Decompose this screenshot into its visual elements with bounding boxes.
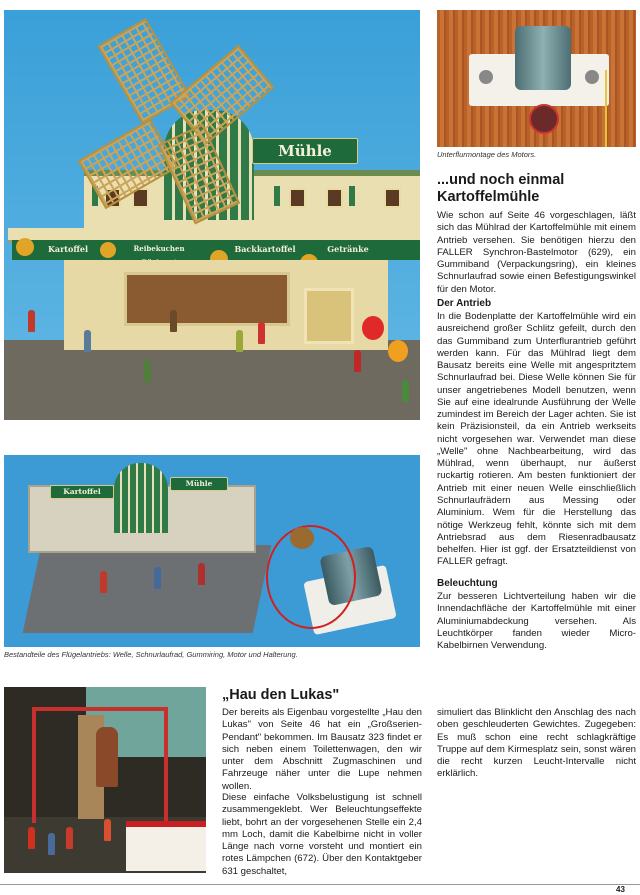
photo-kartoffelmuehle-scene xyxy=(4,10,420,420)
page-bottom-rule xyxy=(0,884,640,885)
article-lukas-para2: Diese einfache Volksbelustigung ist schnell zusammengeklebt. Wer Beleuchtungseffekte liebt, bohrt an der vorgesehenen Stelle ein 2,4 mm Loch, damit die Kabelbirne nicht in voller Länge nach vorne vorsteht und montiert ein rotes Lämpchen (672). Über den Kontaktgeber 631 geschaltet, xyxy=(222,792,422,877)
window xyxy=(326,188,343,208)
shutter xyxy=(274,186,280,206)
figure xyxy=(170,310,177,332)
sign-backkartoffel: Backkartoffel xyxy=(230,242,300,256)
figure xyxy=(402,380,409,402)
figure xyxy=(354,350,361,372)
caption-motor: Unterflurmontage des Motors. xyxy=(437,150,537,159)
figure xyxy=(66,827,73,849)
model-base-plate xyxy=(23,545,272,633)
medallion xyxy=(100,242,116,258)
window xyxy=(384,188,401,208)
sign-muehle: Mühle xyxy=(252,138,358,164)
medallion xyxy=(16,238,34,256)
wire xyxy=(605,70,607,147)
pulley-wheel xyxy=(529,104,559,134)
figure xyxy=(84,330,91,352)
figure xyxy=(154,567,161,589)
model-sign-muehle: Mühle xyxy=(170,477,228,491)
figure xyxy=(28,827,35,849)
figure xyxy=(236,330,243,352)
motor-body xyxy=(515,26,571,90)
article-lukas-para1: Der bereits als Eigenbau vorgestellte „Hau den Lukas" von Seite 46 hat ein „Großserien-Pendant" bekommen. Im Bausatz 323 findet er sich neben einem Toilettenwagen, den wir unter dem Abschnitt Zugmaschinen und Fahrzeuge näher unter die Lupe nehmen wollen. xyxy=(222,707,422,792)
sign-kartoffel: Kartoffel xyxy=(38,242,98,256)
figure xyxy=(104,819,111,841)
figure xyxy=(144,360,151,382)
vehicle xyxy=(126,821,206,871)
article-title-hau-den-lukas: „Hau den Lukas" xyxy=(222,687,340,703)
article-beleuchtung-text: Zur besseren Lichtverteilung haben wir die Innendachfläche der Kartoffelmühle mit einer Aluminiumabdeckung versehen. Als Leuchtkörper fanden wieder Micro-Kabelbirnen Verwendung. xyxy=(437,591,636,652)
photo-hau-den-lukas xyxy=(4,687,206,873)
figure xyxy=(100,571,107,593)
figure-strongman xyxy=(96,727,118,787)
screw-icon xyxy=(479,70,493,84)
sign-getraenke: Getränke xyxy=(320,242,376,256)
subheading-antrieb: Der Antrieb xyxy=(437,298,492,309)
sign-baeckerei: Reibekuchen xyxy=(116,242,202,256)
screw-icon xyxy=(585,70,599,84)
photo-drive-parts xyxy=(4,455,420,647)
shop-window xyxy=(304,288,354,344)
figure xyxy=(198,563,205,585)
figure xyxy=(48,833,55,855)
balloon xyxy=(388,340,408,362)
balloon xyxy=(362,316,384,340)
figure xyxy=(258,322,265,344)
shutter xyxy=(349,186,355,206)
article-antrieb-text: In die Bodenplatte der Kartoffelmühle wird ein ausreichend großer Schlitz gefeilt, durch den das Gummiband zum Unterflurantrieb geführt werden kann. Für das Mühlrad liegt dem Bausatz bereits eine Welle mit angespritztem Schnurlaufrad bei. Diese Welle können Sie für unser angetriebenes Modell benutzen, wenn Sie auf eine idealrunde Ausführung der Welle zumindest im Bereich der Lager achten. Sie ist kein Präzisionsteil, da ein Antrieb werkseits nicht vorgesehen war. Verwendet man diese „Welle" ohne Nachbearbeitung, wird das Mühlrad, wenn überhaupt, nur äußerst ruckartig rotieren. Am besten funktioniert der Antrieb mit einer neuen Welle einschließlich Schnurlaufrädern aus Messing oder Aluminium. Wem für die Herstellung das nötige Werkzeug fehlt, könnte sich mit dem Antriebsrad aus dem Riesenradbausatz behelfen. Hier ist ggf. der Ersatzteildienst von FALLER gefragt. xyxy=(437,311,636,568)
shop-counter xyxy=(124,272,290,326)
pulley-wheel xyxy=(290,527,314,549)
model-sign-kartoffel: Kartoffel xyxy=(50,485,114,499)
caption-drive-parts: Bestandteile des Flügelantriebs: Welle, Schnurlaufrad, Gummiring, Motor und Halterung. xyxy=(4,650,298,659)
article-intro: Wie schon auf Seite 46 vorgeschlagen, läßt sich das Mühlrad der Kartoffelmühle mit einem Antrieb versehen. Sie benötigen hierzu den FALLER Synchron-Bastelmotor (629), ein Gummiband (Verpackungsring), ein kleines Schnurlaufrad sowie einen Befestigungswinkel für den Motor. xyxy=(437,210,636,295)
photo-motor-underfloor xyxy=(437,10,636,147)
page-number: 43 xyxy=(616,885,625,894)
subheading-beleuchtung: Beleuchtung xyxy=(437,578,498,589)
article-lukas-para3: simuliert das Blinklicht den Anschlag des nach oben geschleuderten Gewichtes. Zugegeben: Es muß schon eine recht schlagkräftige Truppe auf dem Kirmesplatz sein, sonst wären die recht kurzen Leucht-Intervalle nicht erklärlich. xyxy=(437,707,636,780)
figure xyxy=(28,310,35,332)
model-tower xyxy=(114,463,168,533)
article-title-kartoffelmuehle: ...und noch einmal Kartoffelmühle xyxy=(437,172,565,206)
window xyxy=(289,188,306,208)
